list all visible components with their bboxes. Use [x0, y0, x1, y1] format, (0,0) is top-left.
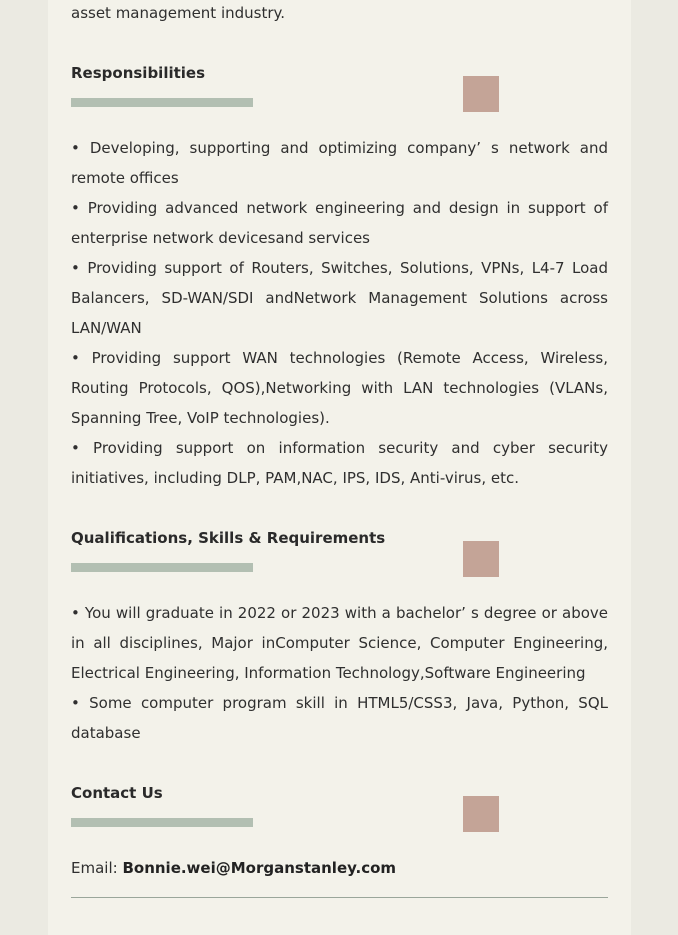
- title-underline-bar: [71, 818, 253, 827]
- list-item: • Providing support of Routers, Switches, Solutions, VPNs, L4-7 Load Balancers, SD-WAN/SDI andNetwork Management Solutions across LAN/WAN: [71, 259, 608, 337]
- qualifications-title: Qualifications, Skills & Requirements: [71, 529, 386, 547]
- email-line: [71, 853, 396, 883]
- list-item: • Some computer program skill in HTML5/CSS3, Java, Python, SQL database: [71, 694, 608, 742]
- title-underline-bar: [71, 98, 253, 107]
- contact-title: Contact Us: [71, 784, 163, 802]
- list-item: • Providing support WAN technologies (Remote Access, Wireless, Routing Protocols, QOS),Networking with LAN technologies (VLANs, Spanning Tree, VoIP technologies).: [71, 349, 608, 427]
- intro-text-tail: asset management industry.: [71, 4, 286, 22]
- email-label: Email:: [71, 859, 123, 877]
- responsibilities-list: [71, 133, 608, 493]
- list-item: • Developing, supporting and optimizing company’ s network and remote offices: [71, 139, 608, 187]
- email-link[interactable]: Bonnie.wei@Morganstanley.com: [122, 859, 397, 877]
- list-item: • Providing support on information security and cyber security initiatives, including DLP, PAM,NAC, IPS, IDS, Anti-virus, etc.: [71, 439, 608, 487]
- list-item: • You will graduate in 2022 or 2023 with a bachelor’ s degree or above in all disciplines, Major inComputer Science, Computer Engineering, Electrical Engineering, Information Technology,Software Engineering: [71, 604, 608, 682]
- footer-divider: [71, 897, 608, 898]
- qualifications-list: [71, 598, 608, 748]
- decorative-square: [463, 796, 499, 832]
- decorative-square: [463, 541, 499, 577]
- decorative-square: [463, 76, 499, 112]
- title-underline-bar: [71, 563, 253, 572]
- responsibilities-title: Responsibilities: [71, 64, 206, 82]
- list-item: • Providing advanced network engineering and design in support of enterprise network devicesand services: [71, 199, 608, 247]
